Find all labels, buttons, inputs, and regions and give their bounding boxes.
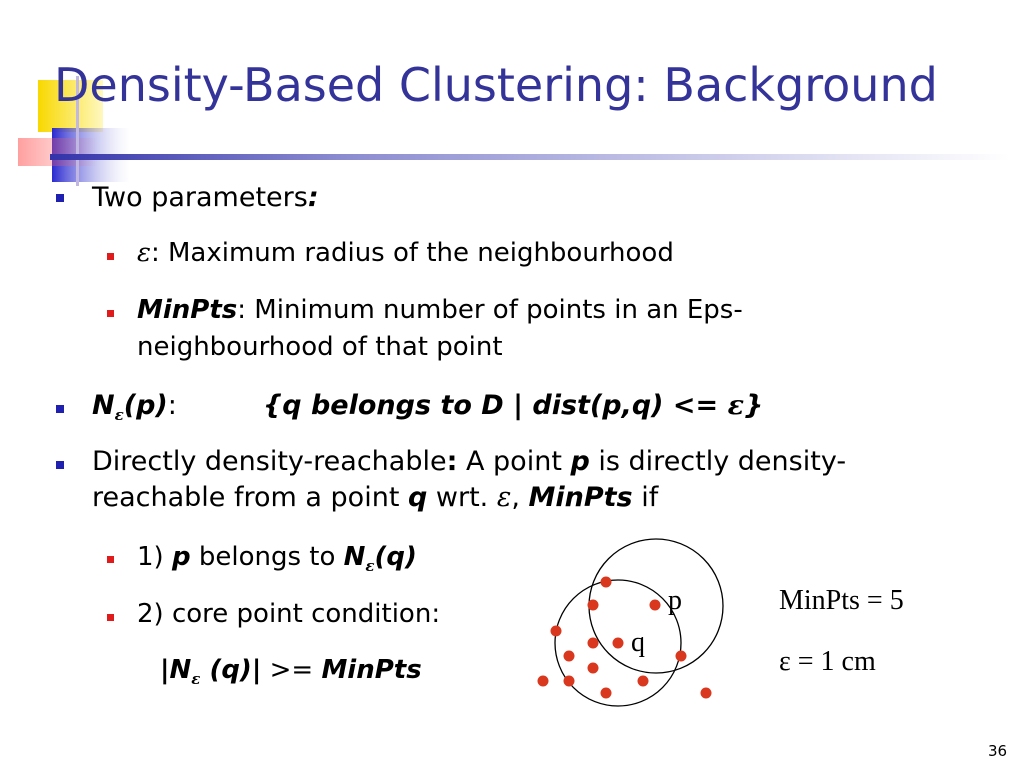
data-point-4 [551,626,562,637]
minpts-term: MinPts [137,295,238,325]
ddr-colon: : [446,446,458,477]
ddr-comma: , [511,482,529,513]
ddr-minpts: MinPts [528,482,633,513]
data-point-6 [613,638,624,649]
formula-minpts: MinPts [321,655,422,685]
data-point-3 [650,600,661,611]
data-point-5 [588,638,599,649]
n-argument: (p) [123,390,168,421]
set-epsilon: ε [727,390,744,421]
two-parameters-colon: : [307,182,319,213]
set-dist: dist(p,q) <= [522,390,728,421]
cond1-sub: ε [365,557,375,575]
data-point-11 [564,676,575,687]
minpts-definition-line1: : Minimum number of points in an Eps- [237,295,743,325]
formula-n: N [169,655,192,685]
cond1-text: belongs to [190,542,344,572]
data-point-10 [538,676,549,687]
cond1-n: N [343,542,366,572]
formula-sub: ε [191,670,201,688]
ddr-q: q [407,482,428,513]
cond1-p: p [171,542,191,572]
formula-ge: >= [261,655,322,685]
ddr-a: A point [457,446,571,477]
data-point-2 [588,600,599,611]
formula-open: | [160,655,170,685]
data-point-8 [676,651,687,662]
minpts-definition-line2: neighbourhood of that point [137,332,503,362]
ddr-line2b: wrt. [427,482,497,513]
data-point-13 [601,688,612,699]
formula-q: (q) [200,655,252,685]
neps-colon: : [167,390,177,421]
set-open: {q belongs to D [263,390,514,421]
ddr-epsilon: ε [496,482,512,513]
cond1-num: 1) [137,542,172,572]
label-p: p [668,585,682,616]
two-parameters-text: Two parameters [92,182,308,213]
ddr-line2a: reachable from a point [92,482,408,513]
data-point-1 [601,577,612,588]
ddr-p: p [570,446,590,477]
set-bar: | [513,390,523,421]
epsilon-value-label: ε = 1 cm [779,646,876,677]
ddr-b: is directly density- [589,446,847,477]
label-q: q [631,627,645,658]
epsilon-symbol: ε [137,238,151,268]
cond1-q: (q) [374,542,417,572]
data-points [538,577,712,699]
data-point-7 [564,651,575,662]
formula-close: | [251,655,262,685]
eps-definition: : Maximum radius of the neighbourhood [150,238,674,268]
epsilon-subscript: ε [114,406,124,424]
n-symbol: N [92,390,115,421]
condition-2: 2) core point condition: [137,599,441,629]
ddr-if: if [632,482,659,513]
set-close: } [744,390,764,421]
data-point-14 [701,688,712,699]
ddr-lead: Directly density-reachable [92,446,447,477]
page-number: 36 [988,742,1008,760]
minpts-value-label: MinPts = 5 [779,585,904,616]
data-point-12 [638,676,649,687]
slide-title: Density-Based Clustering: Background [54,58,938,112]
data-point-9 [588,663,599,674]
